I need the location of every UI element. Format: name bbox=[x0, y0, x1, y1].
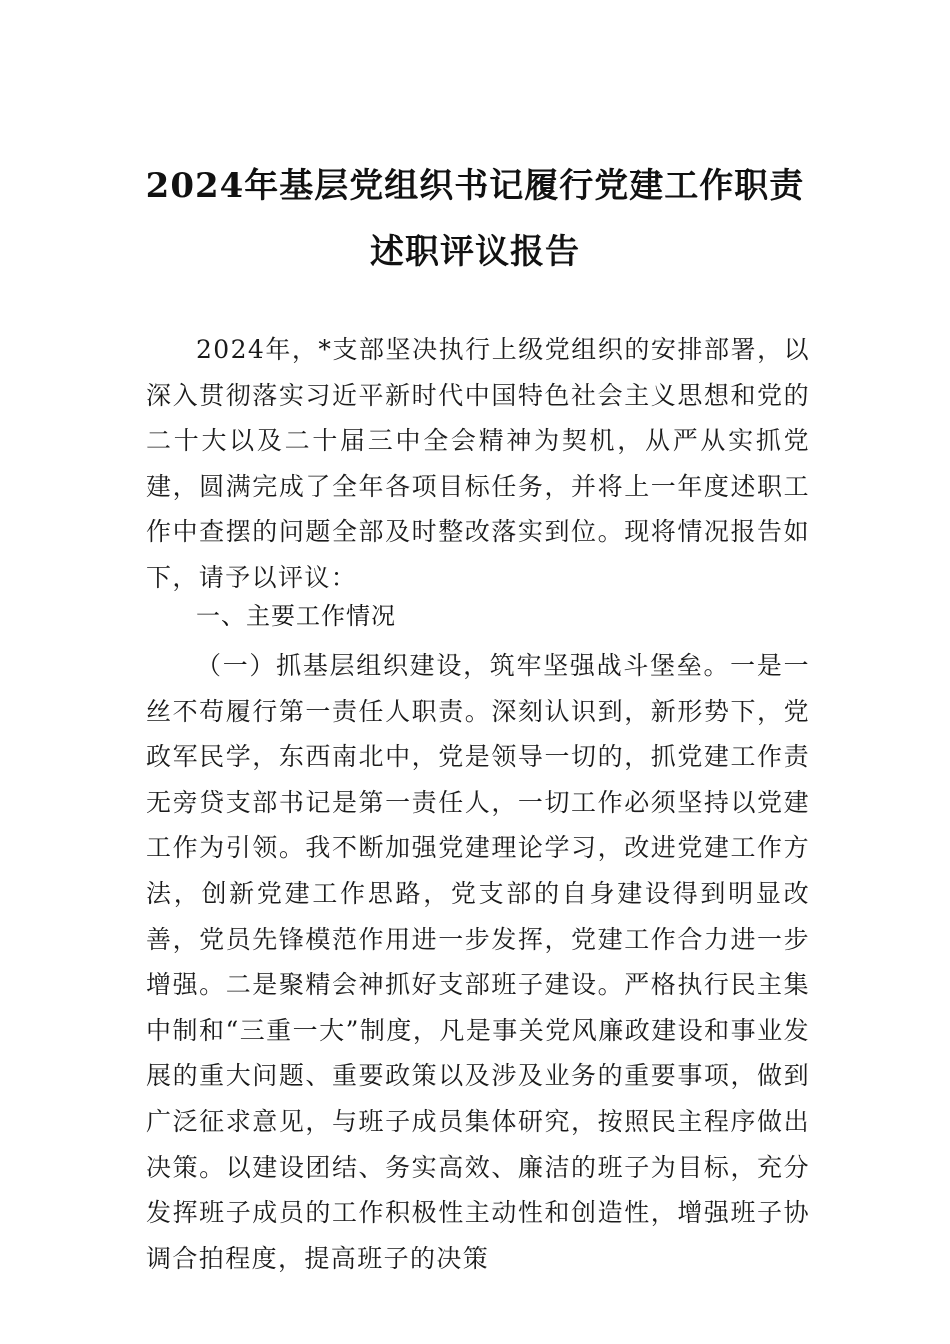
intro-paragraph: 2024年，*支部坚决执行上级党组织的安排部署，以深入贯彻落实习近平新时代中国特色社会主义思想和党的二十大以及二十届三中全会精神为契机，从严从实抓党建，圆满完成了全年各项目标任务，并将上一年度述职工作中查摆的问题全部及时整改落实到位。现将情况报告如下，请予以评议： bbox=[146, 335, 810, 592]
section-1-paragraph: （一）抓基层组织建设，筑牢坚强战斗堡垒。一是一丝不苟履行第一责任人职责。深刻认识到，新形势下，党政军民学，东西南北中，党是领导一切的，抓党建工作责无旁贷支部书记是第一责任人，一切工作必须坚持以党建工作为引领。我不断加强党建理论学习，改进党建工作方法，创新党建工作思路，党支部的自身建设得到明显改善，党员先锋模范作用进一步发挥，党建工作合力进一步增强。二是聚精会神抓好支部班子建设。严格执行民主集中制和“三重一大”制度，凡是事关党风廉政建设和事业发展的重大问题、重要政策以及涉及业务的重要事项，做到广泛征求意见，与班子成员集体研究，按照民主程序做出决策。以建设团结、务实高效、廉洁的班子为目标，充分发挥班子成员的工作积极性主动性和创造性，增强班子协调合拍程度，提高班子的决策 bbox=[146, 651, 810, 1273]
section-heading-main-work: 一、主要工作情况 bbox=[196, 602, 396, 630]
document-title-line-2: 述职评议报告 bbox=[370, 232, 580, 272]
document-title-line-1: 2024年基层党组织书记履行党建工作职责 bbox=[145, 166, 805, 206]
